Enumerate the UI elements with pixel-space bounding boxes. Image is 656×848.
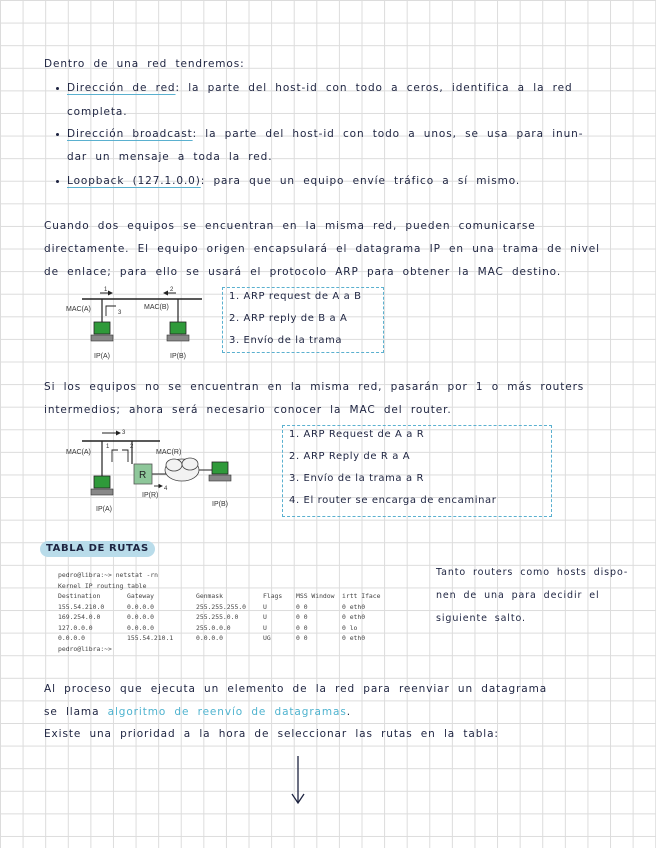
route-row: 169.254.0.0 0.0.0.0 255.255.0.0 U 0 0 0 eth0 [58, 613, 366, 621]
terminal-prompt: pedro@libra:~> [58, 644, 112, 653]
ip-a-label: IP(A) [94, 353, 110, 360]
mac-a-label: MAC(A) [66, 449, 91, 456]
arp-step: 1. ARP request de A a B [229, 291, 362, 302]
bullet-text: : la parte del host-id con todo a ceros, identifica a la red [175, 82, 573, 94]
mac-b-label: MAC(B) [144, 304, 169, 311]
computer-icon [91, 322, 113, 341]
intro-heading: Dentro de una red tendremos: [44, 58, 245, 70]
router-step: 3. Envío de la trama a R [289, 473, 424, 484]
router-step: 1. ARP Request de A a R [289, 429, 425, 440]
router-steps-box [282, 425, 552, 517]
paragraph-line: directamente. El equipo origen encapsulará el datagrama IP en una trama de nivel [44, 243, 600, 255]
router-icon [134, 464, 152, 484]
paragraph-line: intermedios; ahora será necesario conocer la MAC del router. [44, 404, 452, 416]
paragraph-line: de enlace; para ello se usará el protocolo ARP para obtener la MAC destino. [44, 266, 562, 278]
bullet-broadcast [56, 128, 583, 140]
route-row: 127.0.0.0 0.0.0.0 255.0.0.0 U 0 0 0 lo [58, 623, 358, 632]
bullet-icon [56, 87, 59, 90]
bullet-text: : la parte del host-id con todo a unos, se usa para inun- [192, 128, 584, 140]
route-row: 0.0.0.0 155.54.210.1 0.0.0.0 UG 0 0 0 eth0 [58, 634, 366, 642]
bullet-icon [56, 133, 59, 136]
paragraph-line: Al proceso que ejecuta un elemento de la red para reenviar un datagrama [44, 683, 548, 695]
term-broadcast: Dirección broadcast [67, 128, 193, 140]
computer-icon [167, 322, 189, 341]
router-network-diagram [62, 424, 272, 516]
paragraph-line: Existe una prioridad a la hora de seleccionar las rutas en la tabla: [44, 728, 499, 740]
ip-b-label: IP(B) [170, 353, 186, 360]
arrow-icon [106, 306, 116, 316]
step-number: 4 [164, 486, 168, 492]
terminal-output [58, 570, 380, 654]
section-heading: TABLA DE RUTAS [40, 541, 155, 557]
term-network-address: Dirección de red [67, 82, 176, 94]
side-note-line: siguiente salto. [436, 613, 526, 624]
bullet-icon [56, 180, 59, 183]
text-fragment: . [346, 706, 351, 718]
paragraph-line: Si los equipos no se encuentran en la misma red, pasarán por 1 o más routers [44, 381, 585, 393]
text-fragment: se llama [44, 706, 108, 718]
terminal-prompt: pedro@libra:~> netstat -rn [58, 571, 159, 579]
ip-b-label: IP(B) [212, 501, 228, 508]
arp-steps-box [222, 287, 384, 353]
router-label: R [139, 470, 147, 481]
bullet-network-address [56, 82, 573, 94]
router-step: 4. El router se encarga de encaminar [289, 495, 497, 506]
paragraph-line: Cuando dos equipos se encuentran en la misma red, pueden comunicarse [44, 220, 536, 232]
bullet-continuation: completa. [67, 106, 128, 118]
mac-r-label: MAC(R) [156, 449, 182, 456]
terminal-header-row: Destination Gateway Genmask Flags MSS Window irtt Iface [58, 592, 381, 600]
step-number: 1 [104, 287, 108, 293]
router-step: 2. ARP Reply de R a A [289, 451, 411, 462]
cloud-icon [165, 458, 199, 481]
step-number: 3 [118, 310, 122, 316]
computer-icon [91, 476, 113, 495]
term-loopback: Loopback (127.1.0.0) [67, 175, 201, 187]
side-note-line: nen de una para decidir el [436, 590, 600, 601]
step-number: 3 [122, 430, 126, 436]
bullet-text: : para que un equipo envíe tráfico a sí mismo. [200, 175, 521, 187]
down-arrow-icon [290, 756, 306, 806]
same-network-diagram [60, 282, 220, 364]
side-note-line: Tanto routers como hosts dispo- [436, 567, 629, 578]
arrow-icon [122, 450, 128, 462]
ip-r-label: IP(R) [142, 492, 159, 499]
route-row: 155.54.210.0 0.0.0.0 255.255.255.0 U 0 0 0 eth0 [58, 602, 366, 611]
bullet-continuation: dar un mensaje a toda la red. [67, 151, 273, 163]
terminal-title: Kernel IP routing table [58, 581, 147, 590]
bullet-loopback [56, 175, 520, 187]
step-number: 2 [130, 444, 134, 450]
ip-a-label: IP(A) [96, 506, 112, 513]
mac-a-label: MAC(A) [66, 306, 91, 313]
arp-step: 2. ARP reply de B a A [229, 313, 348, 324]
step-number: 1 [106, 444, 110, 450]
computer-icon [209, 462, 231, 481]
paragraph-line [44, 706, 351, 718]
arp-step: 3. Envío de la trama [229, 335, 343, 346]
arrow-icon [112, 450, 118, 462]
step-number: 2 [170, 287, 174, 293]
highlighted-term: algoritmo de reenvío de datagramas [107, 706, 347, 718]
